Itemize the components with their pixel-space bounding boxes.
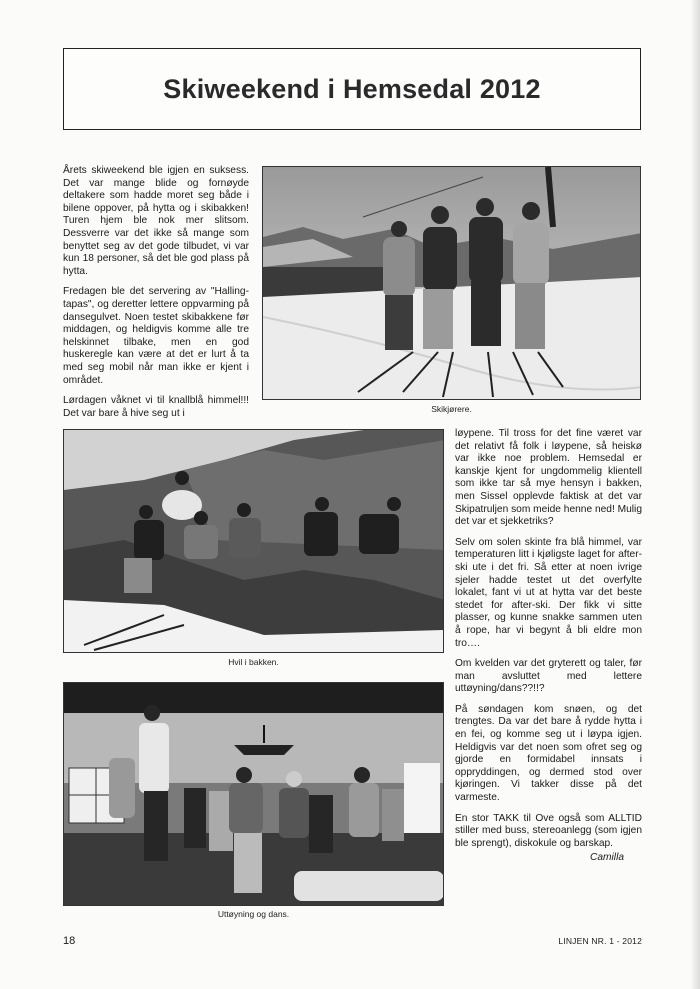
skiers-photo: [262, 166, 641, 400]
left-text-column: [63, 165, 249, 420]
page-number: 18: [63, 935, 76, 947]
author-signature: Camilla: [590, 852, 624, 864]
paragraph: løypene. Til tross for det fine været var det relativt få folk i løypene, så heiskø var ikke noe problem. Hemsedal er kanskje kjent for ungdommelig klientell som ikke tar så mye hensyn i bakken, men Sissel opplevde faktisk at det var Skipatruljen som meide henne ned! Mulig det var et sjekketriks?: [455, 428, 642, 528]
page-edge-shadow: [690, 0, 700, 989]
dance-caption: Uttøyning og dans.: [217, 909, 290, 919]
right-text-column: [455, 428, 642, 865]
paragraph: Fredagen ble det servering av "Halling-tapas", og deretter lettere oppvarming på dansegulvet. Noen testet skibakkene før middagen, og heldigvis komme alle tre helskinnet tilbake, men en god huskeregle kan være at det er lurt å ta med seg mobil når man ikke er kjent i området.: [63, 286, 249, 386]
paragraph: Årets skiweekend ble igjen en suksess. Det var mange blide og fornøyde deltakere som hadde moret seg både i bilene oppover, på hytta og i skibakken! Turen hjem ble nok mer slitsom. Dessverre var det ikke så mange som benyttet seg av det gode tilbudet, vi var kun 18 personer, så det ble god plass på hytta.: [63, 165, 249, 277]
article-title: Skiweekend i Hemsedal 2012: [163, 73, 541, 104]
issue-label: LINJEN NR. 1 - 2012: [558, 936, 642, 946]
paragraph: Selv om solen skinte fra blå himmel, var temperaturen litt i kjøligste laget for after-ski ute i det fri. Så etter at noen ivrige sjeler hadde testet ut det overfylte lokalet, fant vi ut at hytta var det beste stedet for after-ski. Der fikk vi sitte plasser, og kunne snakke sammen uten å rope, har vi begynt å bli eldre mon tro….: [455, 536, 642, 649]
paragraph: På søndagen kom snøen, og det trengtes. Da var det bare å rydde hytta i en fei, og komme seg ut i løypa igjen. Heldigvis var det noen som ofret seg og gjorde en formidabel innsats i oppryddingen, og dermed stod over kjøringen. Vi takker disse på det varmeste.: [455, 703, 642, 804]
paragraph: En stor TAKK til Ove også som ALLTID stiller med buss, stereoanlegg (som igjen ble sprengt), diskokule og barskap.: [455, 812, 642, 849]
paragraph: Lørdagen våknet vi til knallblå himmel!!! Det var bare å hive seg ut i: [63, 395, 249, 419]
skiers-caption: Skikjørere.: [431, 404, 472, 414]
rest-photo: [63, 429, 444, 653]
paragraph: Om kvelden var det gryterett og taler, før man avsluttet med lettere uttøyning/dans??!!?: [455, 658, 642, 695]
rest-caption: Hvil i bakken.: [228, 657, 279, 667]
dance-photo: [63, 682, 444, 906]
title-box: [63, 48, 641, 130]
